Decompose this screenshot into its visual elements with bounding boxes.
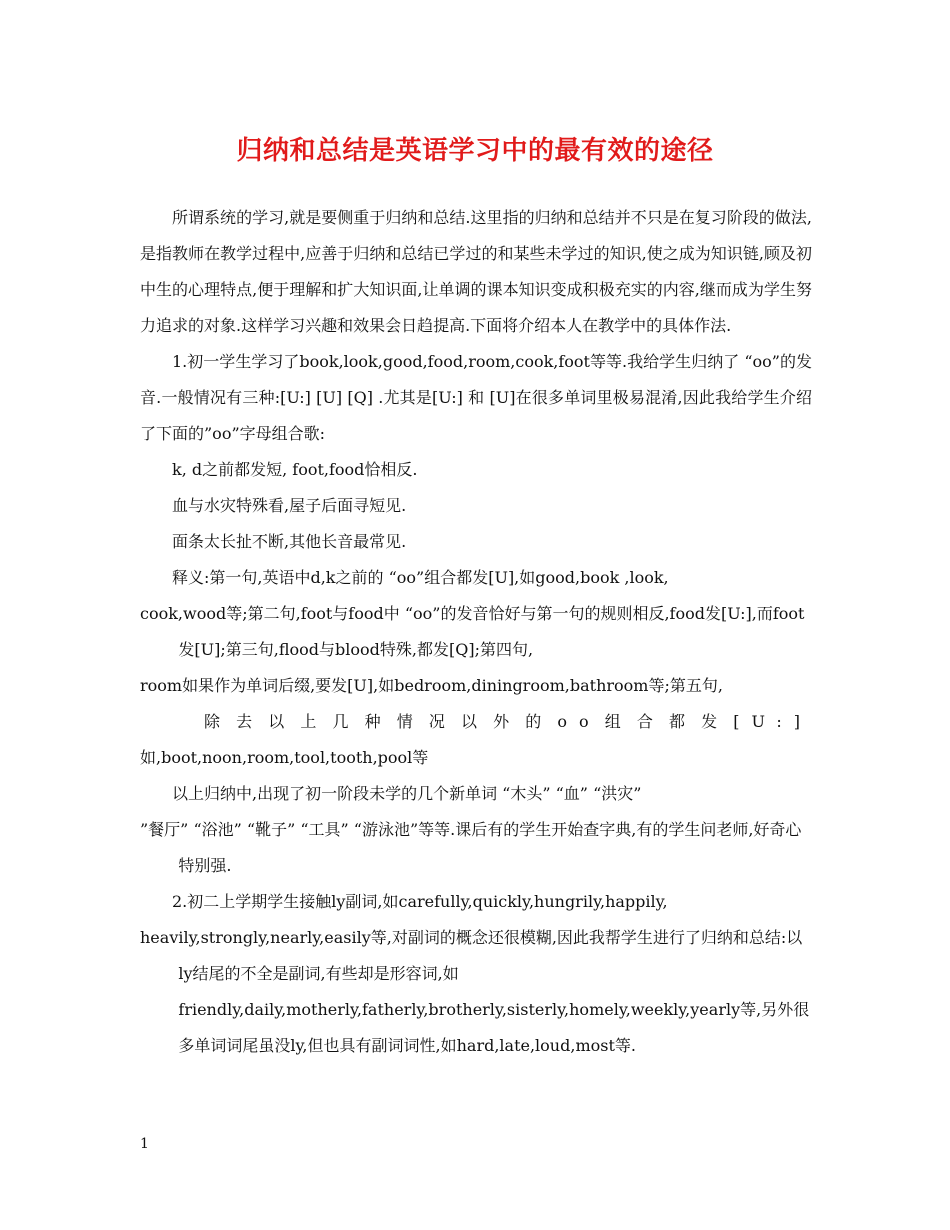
intro-paragraph: 所谓系统的学习,就是要侧重于归纳和总结.这里指的归纳和总结并不只是在复习阶段的做法,是指教师在教学过程中,应善于归纳和总结已学过的和某些未学过的知识,使之成为知识链,顾及初中生的心理特点,便于理解和扩大知识面,让单调的课本知识变成积极充实的内容,继而成为学生努力追求的对象.这样学习兴趣和效果会日趋提高.下面将介绍本人在教学中的具体作法. — [140, 208, 812, 335]
explanation-line-1: 释义:第一句,英语中d,k之前的 “oo”组合都发[U],如good,book ,look, — [172, 568, 669, 587]
explanation-line-2: cook,wood等;第二句,foot与food中 “oo”的发音恰好与第一句的规则相反,food发[U:],而foot发[U];第三句,flood与blood特殊,都发[Q];第四句, — [140, 604, 805, 659]
new-words-continued: ”餐厅” “浴池” “靴子” “工具” “游泳池”等等.课后有的学生开始查字典,有的学生问老师,好奇心特别强. — [140, 820, 802, 875]
examples-line: 如,boot,noon,room,tool,tooth,pool等 — [140, 748, 429, 767]
rhyme-line-2: 血与水灾特殊看,屋子后面寻短见. — [172, 496, 407, 515]
explanation-line-4: 除去以上几种情况以外的oo组合都发[U:] — [204, 712, 812, 731]
page-number: 1 — [140, 1136, 149, 1152]
point-2-paragraph: heavily,strongly,nearly,easily等,对副词的概念还很模糊,因此我帮学生进行了归纳和总结:以ly结尾的不全是副词,有些却是形容词,如friendly,daily,motherly,fatherly,brotherly,sisterly,homely,weekly,yearly等,另外很多单词词尾虽没ly,但也具有副词词性,如hard,late,loud,most等. — [140, 928, 810, 1055]
new-words-line: 以上归纳中,出现了初一阶段未学的几个新单词 “木头” “血” “洪灾” — [172, 784, 642, 803]
explanation-line-3: room如果作为单词后缀,要发[U],如bedroom,diningroom,bathroom等;第五句, — [140, 676, 723, 695]
page-title: 归纳和总结是英语学习中的最有效的途径 — [236, 136, 714, 166]
document-body — [140, 200, 812, 1064]
point-1-paragraph: 1.初一学生学习了book,look,good,food,room,cook,foot等等.我给学生归纳了 “oo”的发音.一般情况有三种:[U:] [U] [Q] .尤其是[U:] 和 [U]在很多单词里极易混淆,因此我给学生介绍了下面的”oo”字母组合歌: — [140, 352, 812, 443]
rhyme-line-3: 面条太长扯不断,其他长音最常见. — [172, 532, 407, 551]
point-2-line: 2.初二上学期学生接触ly副词,如carefully,quickly,hungrily,happily, — [172, 892, 668, 911]
rhyme-line-1: k, d之前都发短, foot,food恰相反. — [172, 460, 418, 479]
